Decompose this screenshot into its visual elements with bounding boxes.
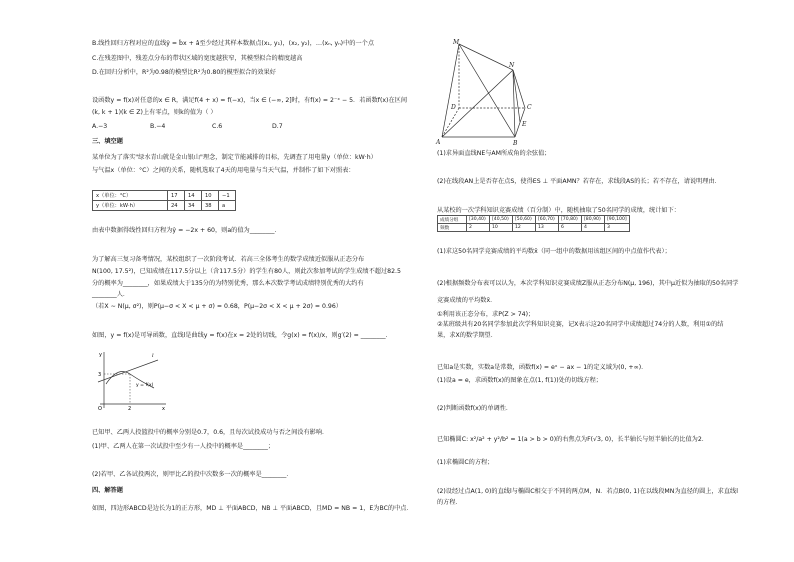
table-cell: [40,50) xyxy=(490,216,513,224)
table-row xyxy=(93,191,236,201)
section-answer: 四、解答题 xyxy=(92,487,123,494)
option-d: D.在回归分析中，R²为0.98的模型比R²为0.80的模型拟合的效果好 xyxy=(92,69,276,76)
label-c: C xyxy=(527,104,532,111)
x-label: x xyxy=(162,406,165,410)
choice-b: B.−4 xyxy=(150,123,166,130)
edge-mb xyxy=(459,44,515,137)
q-func-line2: (k, k + 1)(k ∈ Z)上有零点，则k的值为（ ） xyxy=(92,109,217,116)
label-m: M xyxy=(453,39,460,46)
choice-c: C.6 xyxy=(212,123,223,130)
table-cell: 4 xyxy=(582,224,605,232)
q-shoot-line3: (2)若甲、乙各试投两次，则甲比乙的投中次数多一次的概率是________． xyxy=(92,471,293,478)
comp-sub2-line1: ②某班级共有20名同学参加此次学科知识竞赛，记X表示这20名同学中成绩超过74分的人数，利用①的结 xyxy=(437,321,724,328)
table-cell: 38 xyxy=(202,201,219,211)
tangent-line-l xyxy=(98,360,158,382)
table-cell: 2 xyxy=(467,224,490,232)
table-cell: 10 xyxy=(202,191,219,201)
edge-nc xyxy=(513,70,525,108)
comp-sub1: ①利用该正态分布，求P(Z > 74)； xyxy=(437,311,535,318)
section-fill-in: 三、填空题 xyxy=(92,138,123,145)
exp-intro: 已知a是实数，实数a是常数，函数f(x) = eˣ − ax − 1的定义域为(0, +∞)． xyxy=(437,364,648,371)
table-row xyxy=(93,201,236,211)
table-cell: x（单位：°C） xyxy=(93,191,168,201)
table-cell: 12 xyxy=(513,224,536,232)
table-cell: 24 xyxy=(168,201,185,211)
label-e: E xyxy=(522,121,527,128)
option-c: C.在残差图中，残差点分布的带状区域的宽度越狭窄，其模型拟合的精度越高 xyxy=(92,55,303,62)
table-cell: [30,40) xyxy=(467,216,490,224)
comp-intro: 从某校的一次学科知识竞赛成绩（百分制）中，随机抽取了50名同学的成绩，统计如下： xyxy=(437,207,680,214)
comp-sub2-line2: 果，求X的数学期望． xyxy=(437,332,497,339)
comp-part1: (1)求这50名同学竞赛成绩的平均数x̄（同一组中的数据用该组区间的中点值作代表）； xyxy=(437,248,671,255)
q-exam-line3: 分的概率为________，如果成绩大于135分的为特别优秀，那么本次数学考试成绩特别优秀的大约有 xyxy=(92,280,364,287)
q-elec-line1: 某单位为了落实"绿水青山就是金山银山"理念，制定节能减排的目标，先调查了用电量y（单位：kW·h） xyxy=(92,154,377,161)
curve-label: y = f(x) xyxy=(136,383,154,388)
label-d: D xyxy=(451,104,456,111)
pyramid-figure xyxy=(433,36,553,148)
table-cell: [60,70) xyxy=(536,216,559,224)
choice-a: A.−3 xyxy=(92,123,108,130)
table-cell: [70,80) xyxy=(559,216,582,224)
table-cell: 17 xyxy=(168,191,185,201)
origin-label: O xyxy=(98,406,102,410)
frequency-table xyxy=(437,215,630,232)
table-row xyxy=(438,216,630,224)
table-cell: 34 xyxy=(185,201,202,211)
q-exam-line4: ________人． xyxy=(92,291,130,298)
comp-part2-line1: (2)根据频数分布表可以认为，本次学科知识竞赛成绩Z服从正态分布N(μ, 196)，其中μ近似为抽取的50名同学 xyxy=(437,280,739,287)
temperature-table xyxy=(92,190,236,211)
table-row xyxy=(438,224,630,232)
q-exam-line5: （若X ∼ N(μ, σ²)，则P(μ−σ < X < μ + σ) = 0.68，P(μ−2σ < X < μ + 2σ) = 0.96） xyxy=(92,303,342,310)
q-shoot-line2: (1)甲、乙两人在第一次试投中至少有一人投中的概率是________； xyxy=(92,443,275,450)
option-b: B.线性回归方程对应的直线ŷ = b̂x + â至少经过其样本数据点(x₁, y₁)，(x₂, y₂)，…(xₙ, yₙ)中的一个点 xyxy=(92,40,375,47)
q-shoot-line1: 已知甲、乙两人投篮投中的概率分别是0.7，0.6，且每次试投成功与否之间没有影响． xyxy=(92,429,329,436)
table-cell: 13 xyxy=(536,224,559,232)
geo-part2: (2)在线段AN上是否存在点S，使得ES ⊥ 平面AMN？若存在，求线段AS的长；若不存在，请说明理由． xyxy=(437,178,721,185)
table-cell: −1 xyxy=(219,191,236,201)
tick-2: 2 xyxy=(128,406,132,410)
q-elec-line3: 由表中数据得线性回归方程为ŷ = −2x + 60，则a的值为________． xyxy=(92,227,281,234)
comp-part2-line2: 竞赛成绩的平均数x̄． xyxy=(437,297,497,304)
table-cell: 6 xyxy=(559,224,582,232)
q-exam-line1: 为了解高三复习备考情况，某校组织了一次阶段考试．若高三全体考生的数学成绩近似服从正态分布 xyxy=(92,256,365,263)
table-cell: [90,100] xyxy=(605,216,630,224)
ellipse-intro: 已知椭圆C: x²/a² + y²/b² = 1(a > b > 0)的右焦点为F(√3, 0)，长半轴长与短半轴长的比值为2． xyxy=(437,436,708,443)
choice-d: D.7 xyxy=(272,123,283,130)
table-cell: 成绩分组 xyxy=(438,216,467,224)
label-a: A xyxy=(436,139,441,146)
ellipse-part2-line2: 的方程． xyxy=(437,499,462,506)
table-cell: 14 xyxy=(185,191,202,201)
y-label: y xyxy=(99,352,102,358)
geo-part1: (1)求异面直线NE与AM所成角的余弦值； xyxy=(437,150,551,157)
right-page xyxy=(397,0,794,562)
table-cell: 10 xyxy=(490,224,513,232)
table-cell: a xyxy=(219,201,236,211)
table-cell: 频数 xyxy=(438,224,467,232)
ellipse-part2-line1: (2)设经过点A(1, 0)的直线l与椭圆C相交于不同的两点M，N．若点B(0, 1)在以线段MN为直径的圆上，求直线l xyxy=(437,488,738,495)
table-cell: 3 xyxy=(605,224,630,232)
exp-part2: (2)判断函数f(x)的单调性． xyxy=(437,405,513,412)
exp-part1: (1)设a = e，求函数f(x)的图象在点(1, f(1))处的切线方程； xyxy=(437,377,602,384)
table-cell: [50,60) xyxy=(513,216,536,224)
q-exam-line2: N(100, 17.5²)，已知成绩在117.5分以上（含117.5分）的学生有80人，则此次参加考试的学生成绩不超过82.5 xyxy=(92,268,401,275)
q-func-line1: 设函数y = f(x)对任意的x ∈ R，满足f(4 + x) = f(−x)，当x ∈ (−∞, 2]时，有f(x) = 2⁻ˣ − 5．若函数f(x)在区间 xyxy=(92,97,408,104)
table-cell: [80,90) xyxy=(582,216,605,224)
label-n: N xyxy=(509,62,515,69)
q-tangent: 如图，y = f(x)是可导函数，直线l是曲线y = f(x)在x = 2处的切线，令g(x) = f(x)/x，则g′(2) = ________． xyxy=(92,332,392,339)
tick-3: 3 xyxy=(98,372,102,378)
q-geo-line1: 如图，四边形ABCD是边长为1的正方形，MD ⊥ 平面ABCD，NB ⊥ 平面ABCD，且MD = NB = 1，E为BC的中点． xyxy=(92,505,413,512)
q-elec-line2: 与气温x（单位：°C）之间的关系，随机选取了4天的用电量与当天气温，并制作了如下对照表： xyxy=(92,167,355,174)
label-b: B xyxy=(513,140,518,147)
line-l-label: l xyxy=(152,353,154,359)
tangent-graph xyxy=(92,348,172,410)
table-cell: y（单位：kW·h） xyxy=(93,201,168,211)
ellipse-part1: (1)求椭圆C的方程； xyxy=(437,459,494,466)
